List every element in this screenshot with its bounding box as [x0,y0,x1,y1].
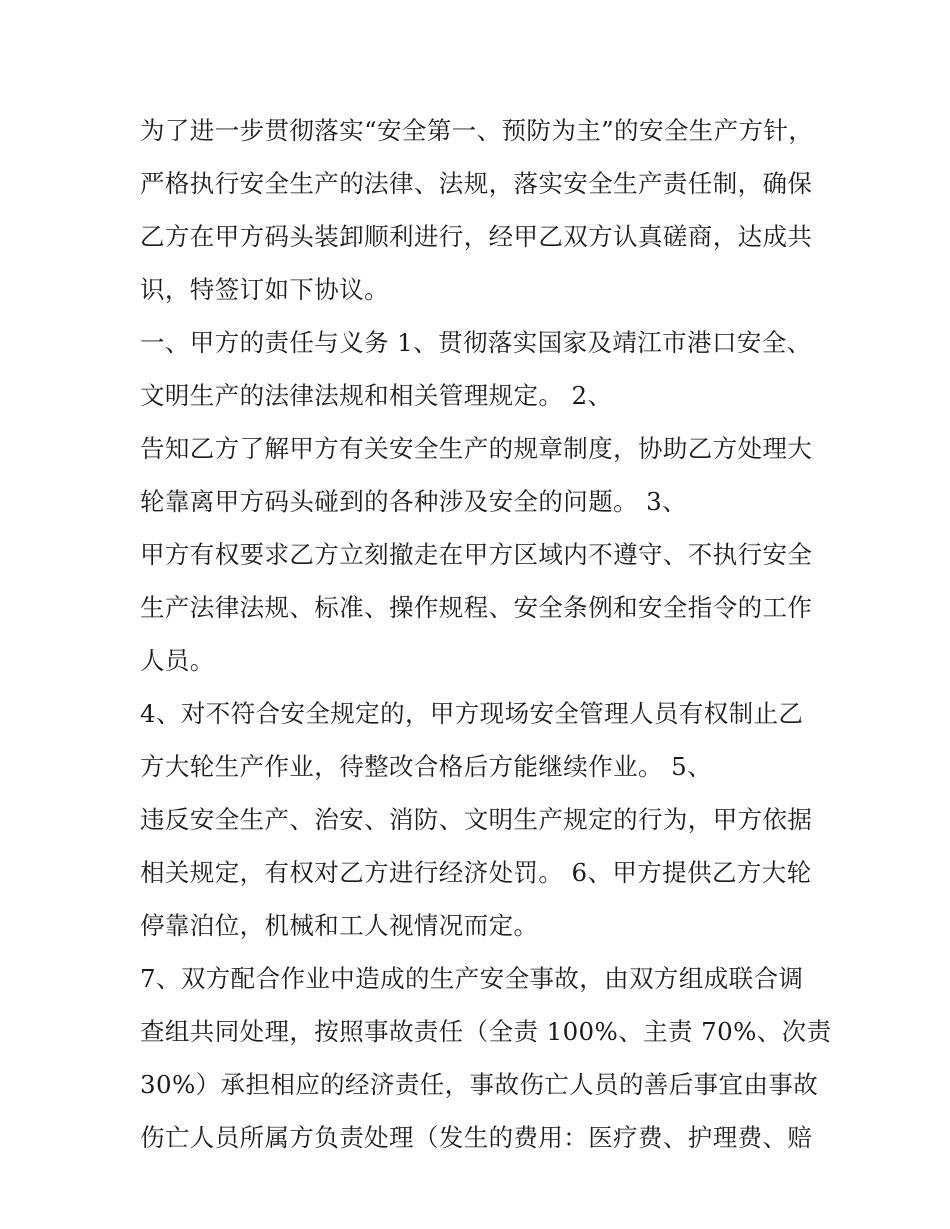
text-line: 甲方有权要求乙方立刻撤走在甲方区域内不遵守、不执行安全 [140,540,813,569]
text-line: 轮靠离甲方码头碰到的各种涉及安全的问题。 3、 [140,487,688,516]
text-line: 生产法律法规、标准、操作规程、安全条例和安全指令的工作 [140,593,813,622]
text-line: 为了进一步贯彻落实“安全第一、预防为主”的安全生产方针， [140,116,814,145]
text-line: 方大轮生产作业，待整改合格后方能继续作业。 5、 [140,752,712,781]
text-line: 7、双方配合作业中造成的生产安全事故，由双方组成联合调 [140,964,804,993]
text-line: 严格执行安全生产的法律、法规，落实安全生产责任制，确保 [140,169,813,198]
text-line: 停靠泊位，机械和工人视情况而定。 [140,911,539,940]
agreement-body-text [140,104,832,1164]
text-line: 人员。 [140,646,215,675]
text-line: 乙方在甲方码头装卸顺利进行，经甲乙双方认真磋商，达成共 [140,222,813,251]
text-line: 识，特签订如下协议。 [140,275,389,304]
text-line: 告知乙方了解甲方有关安全生产的规章制度，协助乙方处理大 [140,434,813,463]
text-line: 文明生产的法律法规和相关管理规定。 2、 [140,381,613,410]
text-line: 查组共同处理，按照事故责任（全责 100%、主责 70%、次责 [140,1017,832,1046]
text-line: 4、对不符合安全规定的，甲方现场安全管理人员有权制止乙 [140,699,804,728]
text-line: 违反安全生产、治安、消防、文明生产规定的行为，甲方依据 [140,805,813,834]
text-line: 30%）承担相应的经济责任，事故伤亡人员的善后事宜由事故 [140,1070,819,1099]
section-heading-line: 一、甲方的责任与义务 1、贯彻落实国家及靖江市港口安全、 [140,328,812,357]
text-line: 伤亡人员所属方负责处理（发生的费用：医疗费、护理费、赔 [140,1123,813,1152]
text-line: 相关规定，有权对乙方进行经济处罚。 6、甲方提供乙方大轮 [140,858,812,887]
